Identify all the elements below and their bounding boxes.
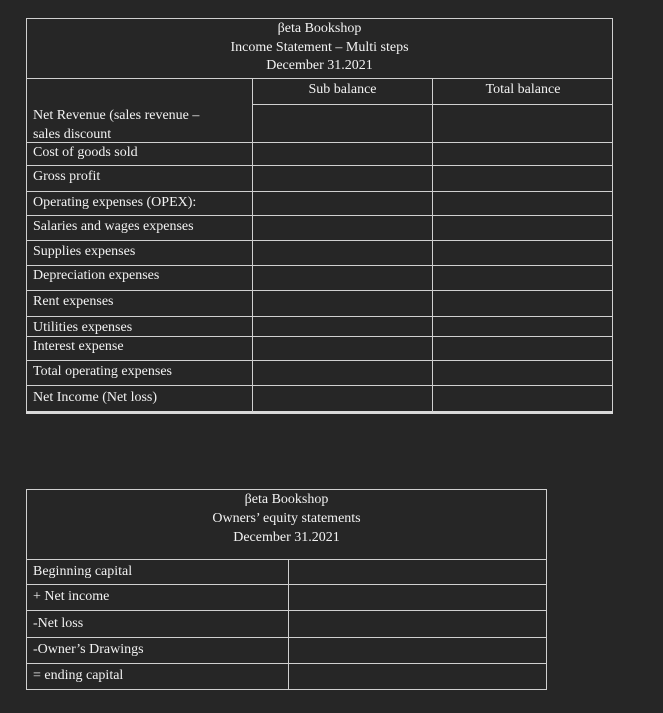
income-row-divider [26,165,613,166]
equity-company-name: βeta Bookshop [244,492,329,507]
income-col-divider [252,78,253,412]
row-net-revenue: Net Revenue (sales revenue – [33,108,200,123]
equity-row-divider [26,610,547,611]
row-rent-expenses: Rent expenses [33,294,114,309]
income-col-divider [432,78,433,412]
income-row-divider [26,290,613,291]
row-ending-capital: = ending capital [33,668,124,683]
row-net-revenue-cont: sales discount [33,127,112,142]
row-supplies-expenses: Supplies expenses [33,244,136,259]
row-plus-net-income: + Net income [33,589,110,604]
row-depreciation-expenses: Depreciation expenses [33,268,160,283]
income-row-divider [26,215,613,216]
row-utilities-expenses: Utilities expenses [33,320,133,335]
equity-statement-title: Owners’ equity statements [212,511,361,526]
income-row-divider [26,360,613,361]
income-row-divider [26,191,613,192]
equity-col-divider [288,559,289,690]
income-statement-date: December 31.2021 [266,58,373,73]
row-salaries-wages: Salaries and wages expenses [33,219,194,234]
income-row-divider [26,385,613,386]
total-balance-header: Total balance [485,82,561,97]
sub-balance-header: Sub balance [308,82,377,97]
income-table-bottom-rule [26,411,613,414]
income-row-divider [26,78,613,79]
income-company-name: βeta Bookshop [277,21,362,36]
row-beginning-capital: Beginning capital [33,564,133,579]
row-interest-expense: Interest expense [33,339,124,354]
equity-row-divider [26,584,547,585]
row-minus-net-loss: -Net loss [33,616,84,631]
income-row-divider [26,240,613,241]
row-gross-profit: Gross profit [33,169,101,184]
income-statement-title: Income Statement – Multi steps [230,40,409,55]
row-total-operating-expenses: Total operating expenses [33,364,172,379]
row-net-income: Net Income (Net loss) [33,390,158,405]
equity-row-divider [26,663,547,664]
row-owners-drawings: -Owner’s Drawings [33,642,144,657]
row-cost-of-goods-sold: Cost of goods sold [33,145,138,160]
equity-row-divider [26,637,547,638]
equity-statement-date: December 31.2021 [233,530,340,545]
row-operating-expenses: Operating expenses (OPEX): [33,195,197,210]
equity-row-divider [26,559,547,560]
income-row-divider [26,142,613,143]
income-row-divider [26,265,613,266]
income-row-divider [26,316,613,317]
